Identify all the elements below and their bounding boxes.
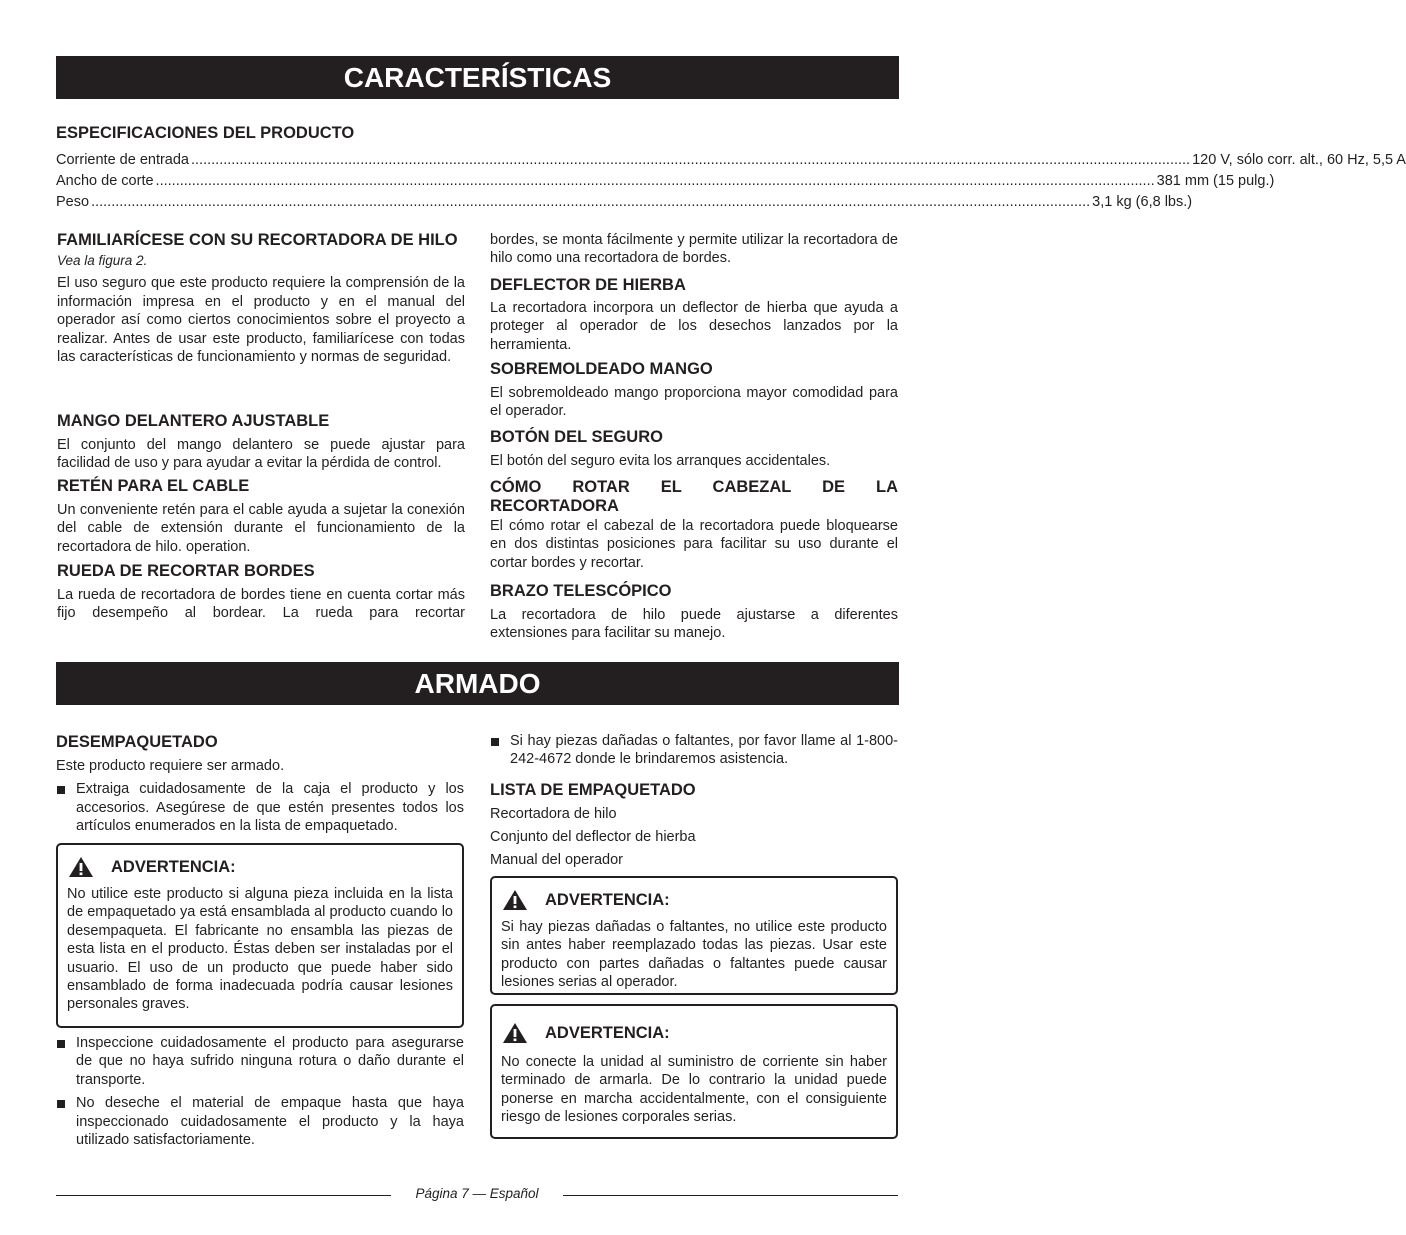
section-boton-seguro	[490, 427, 898, 470]
spec-leader: ........................................................................................................................................................................................................................................................	[155, 173, 1155, 189]
paragraph-rueda-part2: bordes, se monta fácilmente y permite utilizar la recortadora de hilo como una recortadora de bordes.	[490, 232, 898, 267]
bullet-text: Extraiga cuidadosamente de la caja el producto y los accesorios. Asegúrese de que estén presentes todos los artículos enumerados en la lista de empaquetado.	[76, 781, 464, 835]
bullet-square-icon	[57, 786, 65, 794]
section-lista-empaquetado	[490, 780, 898, 869]
list-item	[56, 1094, 464, 1149]
warning-title: ADVERTENCIA:	[111, 857, 236, 876]
warning-body: No utilice este producto si alguna pieza incluida en la lista de empaquetado ya está ensamblada al producto cuando lo desempaqueta. El fabricante no ensambla las piezas de esta lista en el producto. Éstas deben ser instaladas por el usuario. El uso de un producto que puede haber sido ensamblado de forma inadecuada podría causar lesiones personales graves.	[67, 886, 453, 1013]
heading-sobremoldeado: SOBREMOLDEADO MANGO	[490, 360, 713, 378]
section-familiaricese	[57, 230, 465, 366]
section-desempaquetado	[56, 732, 464, 836]
heading-rotar-cabezal-line2: RECORTADORA	[490, 497, 619, 515]
page-footer: Página 7 — Español	[415, 1186, 539, 1201]
bullet-text: Si hay piezas dañadas o faltantes, por favor llame al 1-800-242-4672 donde le brindaremos asistencia.	[510, 733, 898, 768]
warning-header	[502, 889, 896, 911]
heading-desempaquetado: DESEMPAQUETADO	[56, 733, 218, 751]
list-item	[490, 732, 898, 769]
paragraph-sobremoldeado: El sobremoldeado mango proporciona mayor comodidad para el operador.	[490, 385, 898, 420]
warning-body: No conecte la unidad al suministro de corriente sin haber terminado de armarla. De lo contrario la unidad puede ponerse en marcha accidentalmente, con el consiguiente riesgo de lesiones corporales serias.	[501, 1054, 887, 1126]
warning-title: ADVERTENCIA:	[545, 1023, 670, 1042]
heading-mango-delantero: MANGO DELANTERO AJUSTABLE	[57, 412, 330, 430]
bullet-list	[56, 1034, 464, 1149]
section-desempaquetado-cont	[56, 1034, 464, 1149]
paragraph-deflector: La recortadora incorpora un deflector de hierba que ayuda a proteger al operador de los desechos lanzados por la herramienta.	[490, 300, 898, 353]
heading-familiaricese: FAMILIARÍCESE CON SU RECORTADORA DE HILO	[57, 231, 458, 249]
list-item: Manual del operador	[490, 852, 624, 868]
figure-reference: Vea la figura 2.	[57, 253, 148, 268]
bullet-list	[490, 732, 898, 769]
bullet-square-icon	[491, 738, 499, 746]
paragraph-rueda-part1: La rueda de recortadora de bordes tiene en cuenta cortar más fijo desempeño al bordear. La rueda para recortar	[57, 587, 465, 622]
warning-box	[56, 843, 464, 1028]
section-desempaquetado-right	[490, 732, 898, 769]
spec-row	[56, 151, 1406, 169]
warning-box	[490, 1004, 898, 1139]
warning-header	[502, 1022, 896, 1044]
warning-box	[490, 876, 898, 995]
list-item: Recortadora de hilo	[490, 806, 617, 822]
paragraph-rotar-cabezal: El cómo rotar el cabezal de la recortadora puede bloquearse en dos distintas posiciones para facilitar su uso durante el cortar bordes y recortar.	[490, 518, 898, 571]
spec-row	[56, 193, 1193, 211]
spec-value: 381 mm (15 pulg.)	[1156, 173, 1275, 189]
list-item	[56, 780, 464, 835]
spec-title: ESPECIFICACIONES DEL PRODUCTO	[56, 124, 355, 142]
heading-rotar-cabezal-line1: CÓMO ROTAR EL CABEZAL DE LA	[490, 478, 898, 496]
heading-lista-empaquetado: LISTA DE EMPAQUETADO	[490, 781, 696, 799]
spec-value: 3,1 kg (6,8 lbs.)	[1092, 194, 1193, 210]
warning-body: Si hay piezas dañadas o faltantes, no utilice este producto sin antes haber reemplazado todas las piezas. Usar este producto con partes dañadas o faltantes puede causar lesiones serias al operador.	[501, 919, 887, 991]
bullet-square-icon	[57, 1100, 65, 1108]
paragraph-mango-delantero: El conjunto del mango delantero se puede ajustar para facilidad de uso y para ayudar a evitar la pérdida de control.	[57, 437, 465, 472]
spec-label: Ancho de corte	[56, 173, 154, 189]
spec-label: Peso	[56, 194, 90, 210]
bullet-text: No deseche el material de empaque hasta que haya inspeccionado cuidadosamente el producto y la haya utilizado satisfactoriamente.	[76, 1095, 464, 1149]
paragraph-reten-cable: Un conveniente retén para el cable ayuda a sujetar la conexión del cable de extensión durante el funcionamiento de la recortadora de hilo. operation.	[57, 502, 465, 555]
section-sobremoldeado	[490, 359, 898, 421]
spec-label: Corriente de entrada	[56, 152, 189, 168]
paragraph-desempaquetado-intro: Este producto requiere ser armado.	[56, 758, 285, 774]
heading-reten-cable: RETÉN PARA EL CABLE	[57, 477, 250, 495]
bullet-square-icon	[57, 1040, 65, 1048]
bullet-list	[56, 780, 464, 835]
spec-row	[56, 172, 1275, 190]
warning-header	[68, 856, 462, 878]
section-reten-cable	[57, 476, 465, 556]
list-item	[56, 1034, 464, 1089]
warning-title: ADVERTENCIA:	[545, 890, 670, 909]
spec-leader: ........................................................................................................................................................................................................................................................	[91, 194, 1091, 210]
spec-value: 120 V, sólo corr. alt., 60 Hz, 5,5 A	[1192, 152, 1406, 168]
heading-deflector: DEFLECTOR DE HIERBA	[490, 276, 686, 294]
list-item: Conjunto del deflector de hierba	[490, 829, 696, 845]
paragraph-boton-seguro: El botón del seguro evita los arranques accidentales.	[490, 453, 831, 469]
warning-triangle-icon	[502, 1022, 528, 1044]
section-rotar-cabezal	[490, 478, 898, 572]
paragraph-brazo: La recortadora de hilo puede ajustarse a diferentes extensiones para facilitar su manejo.	[490, 607, 898, 642]
section-banner-caracteristicas: CARACTERÍSTICAS	[56, 56, 899, 99]
section-rueda-cont	[490, 231, 898, 268]
section-banner-armado: ARMADO	[56, 662, 899, 705]
warning-triangle-icon	[502, 889, 528, 911]
section-brazo	[490, 581, 898, 643]
paragraph-familiaricese: El uso seguro que este producto requiere la comprensión de la información impresa en el producto y en el manual del operador así como ciertos conocimientos sobre el proyecto a realizar. Antes de usar este producto, familiarícese con todas las características de funcionamiento y normas de seguridad.	[57, 275, 465, 366]
section-mango-delantero	[57, 411, 465, 473]
section-rueda	[57, 561, 465, 623]
spec-leader: ........................................................................................................................................................................................................................................................	[191, 152, 1191, 168]
heading-boton-seguro: BOTÓN DEL SEGURO	[490, 428, 663, 446]
section-deflector	[490, 275, 898, 354]
warning-triangle-icon	[68, 856, 94, 878]
heading-rueda: RUEDA DE RECORTAR BORDES	[57, 562, 315, 580]
heading-brazo: BRAZO TELESCÓPICO	[490, 582, 672, 600]
bullet-text: Inspeccione cuidadosamente el producto para asegurarse de que no haya sufrido ninguna rotura o daño durante el transporte.	[76, 1035, 464, 1088]
